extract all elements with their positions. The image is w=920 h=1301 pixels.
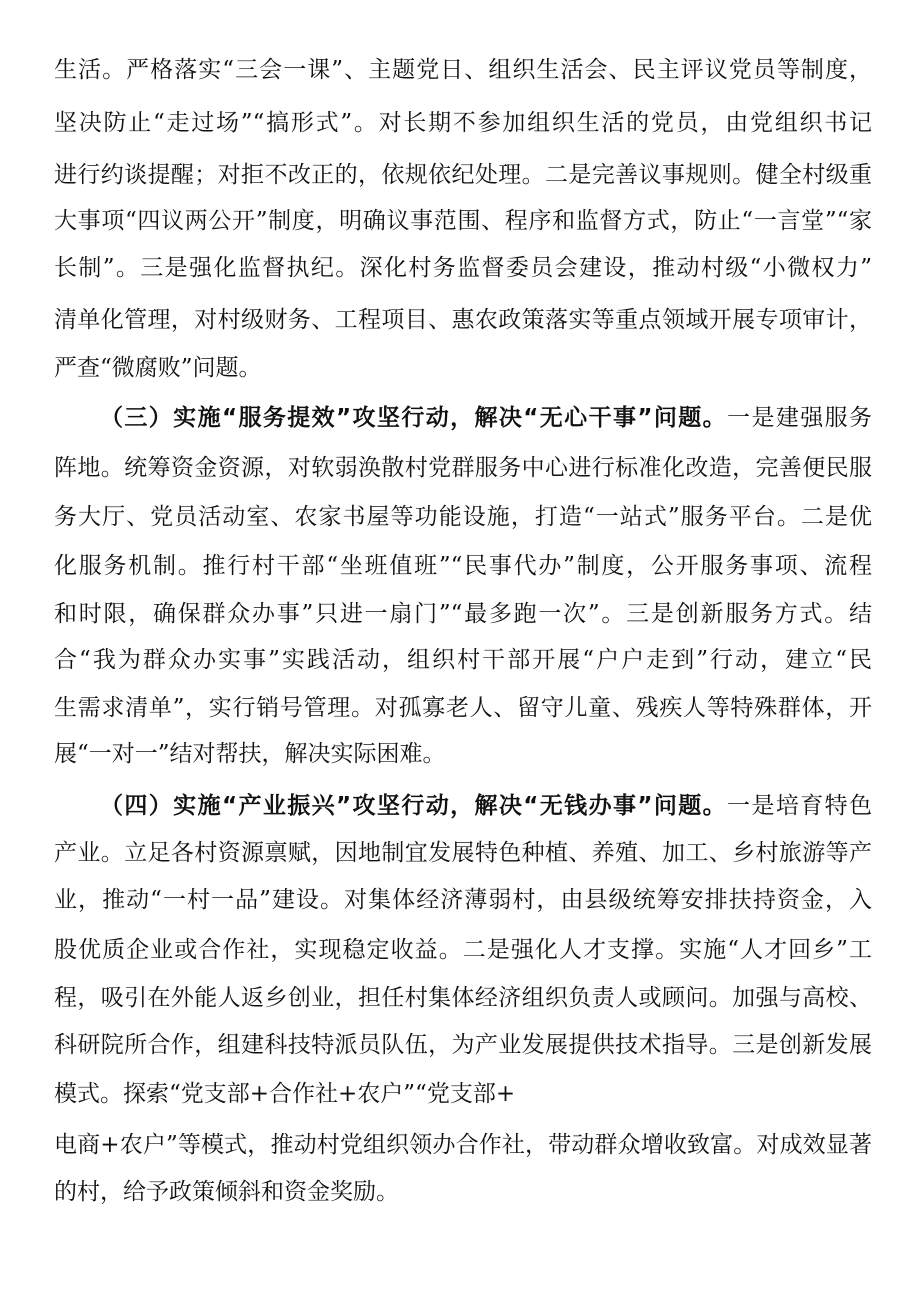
text-line: 程，吸引在外能人返乡创业，担任村集体经济组织负责人或顾问。加强与高校、 (54, 985, 872, 1011)
text-line: 阵地。统筹资金资源，对软弱涣散村党群服务中心进行标准化改造，完善便民服 (54, 455, 872, 481)
text-line: 业，推动“一村一品”建设。对集体经济薄弱村，由县级统筹安排扶持资金，入 (54, 887, 872, 913)
section-heading-line (100, 786, 872, 826)
text-line: 和时限，确保群众办事”只进一扇门”“最多跑一次”。三是创新服务方式。结 (54, 601, 872, 627)
text-line: 股优质企业或合作社，实现稳定收益。二是强化人才支撑。实施“人才回乡”工 (54, 937, 872, 963)
text-line: 化服务机制。推行村干部“坐班值班”“民事代办”制度，公开服务事项、流程 (54, 553, 872, 579)
text-line: 严查“微腐败”问题。 (54, 355, 262, 381)
text-line: 务大厅、党员活动室、农家书屋等功能设施，打造“一站式”服务平台。二是优 (54, 504, 872, 530)
text-line: 展“一对一”结对帮扶，解决实际困难。 (54, 741, 446, 767)
text-line: 生活。严格落实“三会一课”、主题党日、组织生活会、民主评议党员等制度， (54, 57, 872, 83)
text-line: 合“我为群众办实事”实践活动，组织村干部开展“户户走到”行动，建立“民 (54, 647, 872, 673)
text-line: 长制”。三是强化监督执纪。深化村务监督委员会建设，推动村级“小微权力” (54, 255, 872, 281)
section-heading: （四）实施“产业振兴”攻坚行动，解决“无钱办事”问题。 (100, 793, 728, 819)
text-run: 一是建强服务 (727, 405, 873, 431)
text-line: 生需求清单”，实行销号管理。对孤寡老人、留守儿童、残疾人等特殊群体，开 (54, 695, 872, 721)
text-line: 大事项“四议两公开”制度，明确议事范围、程序和监督方式，防止“一言堂”“家 (54, 208, 872, 234)
text-line: 进行约谈提醒；对拒不改正的，依规依纪处理。二是完善议事规则。健全村级重 (54, 162, 872, 188)
text-line: 产业。立足各村资源禀赋，因地制宜发展特色种植、养殖、加工、乡村旅游等产 (54, 840, 872, 866)
text-line: 清单化管理，对村级财务、工程项目、惠农政策落实等重点领域开展专项审计， (54, 307, 872, 333)
text-run: 一是培育特色 (727, 793, 873, 819)
section-heading: （三）实施“服务提效”攻坚行动，解决“无心干事”问题。 (100, 405, 728, 431)
text-line: 的村，给予政策倾斜和资金奖励。 (54, 1179, 399, 1205)
text-line: 模式。探索“党支部+合作社+农户”“党支部+ (54, 1081, 516, 1107)
text-line: 坚决防止“走过场”“搞形式”。对长期不参加组织生活的党员，由党组织书记 (54, 110, 872, 136)
text-line: 科研院所合作，组建科技特派员队伍，为产业发展提供技术指导。三是创新发展 (54, 1032, 872, 1058)
section-heading-line (100, 398, 872, 438)
text-line: 电商+农户”等模式，推动村党组织领办合作社，带动群众增收致富。对成效显著 (54, 1132, 872, 1158)
